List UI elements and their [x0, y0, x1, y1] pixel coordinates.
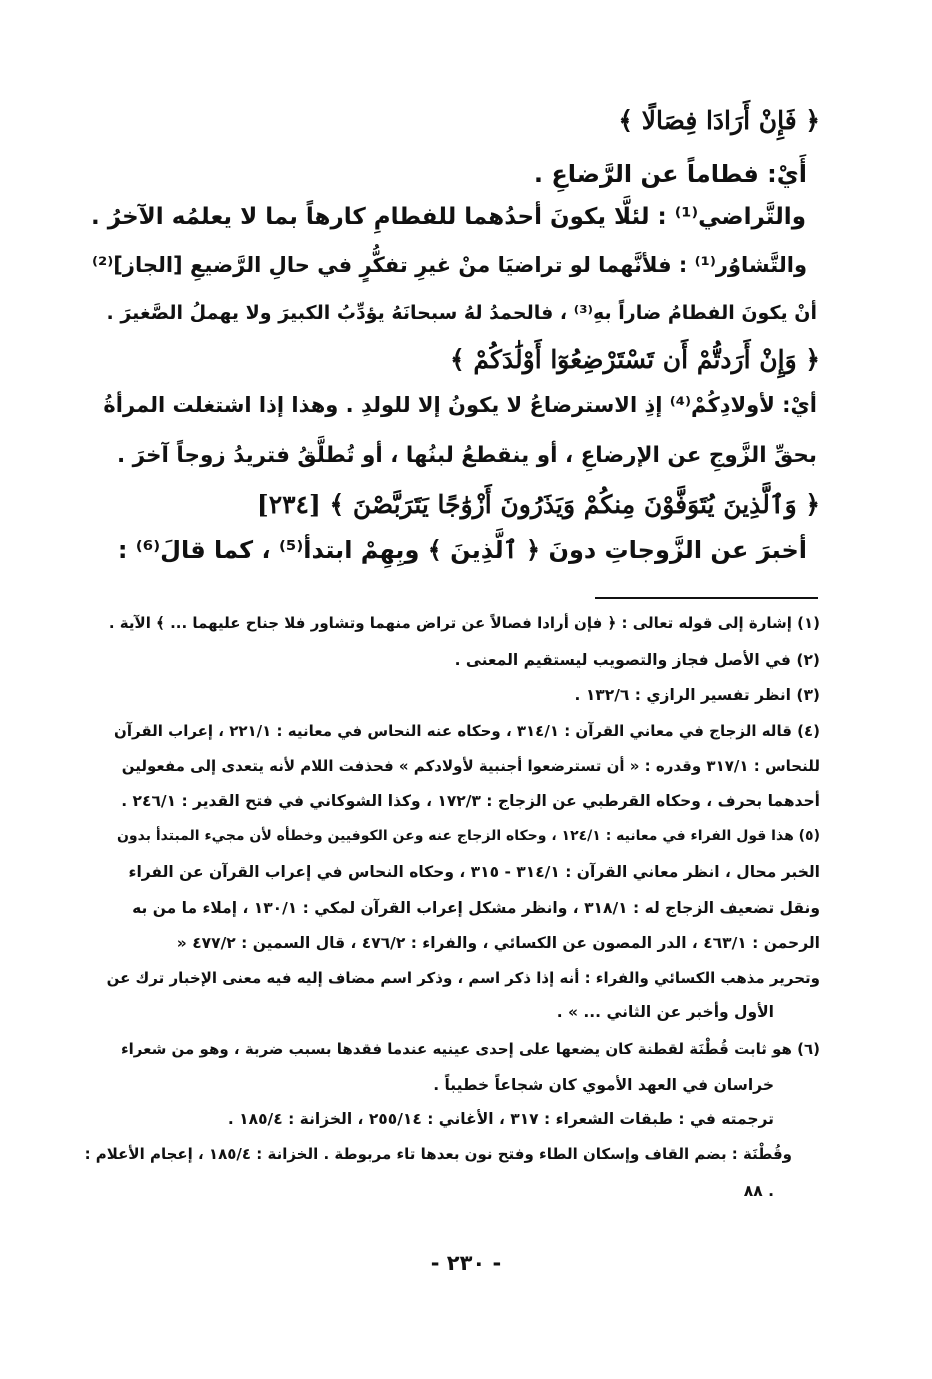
page-number: - ٢٣٠ - — [430, 1251, 502, 1275]
footnote-line: للنحاس : ٣١٧/١ وقدره : « أن تسترضعوا أجنبية لأولادكم » فحذفت اللام لأنه يتعدى إلى مفعولين — [121, 757, 820, 775]
footnote-line: أحدهما بحرف ، وحكاه القرطبي عن الزجاج : ١٧٢/٣ ، وكذا الشوكاني في فتح القدير : ٢٤٦/١ . — [121, 792, 820, 810]
footnote-line: ترجمته في : طبقات الشعراء : ٣١٧ ، الأغاني : ٢٥٥/١٤ ، الخزانة : ١٨٥/٤ . — [227, 1110, 774, 1128]
footnote-line: (١) إشارة إلى قوله تعالى : ﴿ فإن أرادا فصالاً عن تراض منهما وتشاور فلا جناح عليهما ... ﴾ الآية . — [108, 614, 820, 632]
footnote-line: وتحرير مذهب الكسائي والفراء : أنه إذا ذكر اسم ، وذكر اسم مضاف إليه فيه معنى الإخبار ترك عن — [106, 969, 820, 987]
footnote-line: ٨٨ . — [743, 1182, 774, 1200]
body-line: أنْ يكونَ الفطامُ ضاراً بهِ⁽³⁾ ، فالحمدُ لهُ سبحانَهُ يؤدِّبُ الكبيرَ ولا يهملُ الصَّغيرَ . — [106, 302, 817, 324]
body-line: أَيْ: فطاماً عن الرَّضاعِ . — [533, 160, 807, 188]
body-line: أيْ: لأولادِكُمْ⁽⁴⁾ إذِ الاسترضاعُ لا يكونُ إلا للولدِ . وهذا إذا اشتغلت المرأةُ — [103, 393, 817, 417]
body-line: بحقِّ الزَّوجِ عن الإرضاعِ ، أو ينقطعُ لبنُها ، أو تُطلَّقُ فتريدُ زوجاً آخرَ . — [117, 443, 817, 468]
body-line: والتَّشاوُر⁽¹⁾ : فلأنَّهما لو تراضيَا منْ غيرِ تفكُّرٍ في حالِ الرَّضيعِ [الجاز]⁽²⁾ — [91, 253, 807, 277]
quran-verse: ﴿ فَإِنْ أَرَادَا فِصَالًا ﴾ — [618, 106, 820, 135]
footnote-line: الرحمن : ٤٦٣/١ ، الدر المصون عن الكسائي ، والفراء : ٤٧٦/٢ ، قال السمين : ٤٧٧/٢ « — [176, 934, 820, 952]
footnote-line: (٢) في الأصل فجاز والتصويب ليستقيم المعنى . — [454, 651, 820, 669]
footnote-line: خراسان في العهد الأموي كان شجاعاً خطيباً . — [433, 1076, 774, 1094]
body-line: والتَّراضي⁽¹⁾ : لئلَّا يكونَ أحدُهما للفطامِ كارهاً بما لا يعلمُه الآخرُ . — [91, 204, 806, 230]
footnote-line: وقُطْنَة : بضم القاف وإسكان الطاء وفتح نون بعدها تاء مربوطة . الخزانة : ١٨٥/٤ ، إعجام الأعلام : — [84, 1145, 792, 1163]
quran-verse: ﴿ وَٱلَّذِينَ يُتَوَفَّوْنَ مِنكُمْ وَيَذَرُونَ أَزْوَٰجًا يَتَرَبَّصْنَ ﴾ [٢٣٤] — [256, 490, 820, 519]
footnote-line: (٦) هو ثابت قُطْنَة لقطنة كان يضعها على إحدى عينيه عندما فقدها بسبب ضربة ، وهو من شعراء — [120, 1040, 820, 1058]
footnote-line: ونقل تضعيف الزجاج له : ٣١٨/١ ، وانظر مشكل إعراب القرآن لمكي : ١٣٠/١ ، إملاء ما من به — [132, 899, 820, 917]
footnote-line: الأول وأخبر عن الثاني ... » . — [556, 1003, 774, 1021]
footnote-line: (٤) قاله الزجاج في معاني القرآن : ٣١٤/١ ، وحكاه عنه النحاس في معانيه : ٢٢١/١ ، إعراب القرآن — [114, 722, 820, 740]
footnote-separator — [595, 597, 818, 599]
quran-verse: ﴿ وَإِنْ أَرَدتُّمْ أَن تَسْتَرْضِعُوٓا أَوْلَٰدَكُمْ ﴾ — [450, 345, 820, 374]
body-line: أخبرَ عن الزَّوجاتِ دونَ ﴿ ٱلَّذِينَ ﴾ وبِهِمْ ابتدأ⁽⁵⁾ ، كما قالَ⁽⁶⁾ : — [117, 536, 807, 564]
footnote-line: (٣) انظر تفسير الرازي : ١٣٢/٦ . — [574, 686, 820, 704]
footnote-line: الخبر محال ، انظر معاني القرآن : ٣١٤/١ - ٣١٥ ، وحكاه النحاس في إعراب القرآن عن الفراء — [128, 863, 820, 881]
footnote-line: (٥) هذا قول الفراء في معانيه : ١٢٤/١ ، وحكاه الزجاج عنه وعن الكوفيين وخطأه لأن مجيء المبتدأ بدون — [116, 828, 820, 844]
